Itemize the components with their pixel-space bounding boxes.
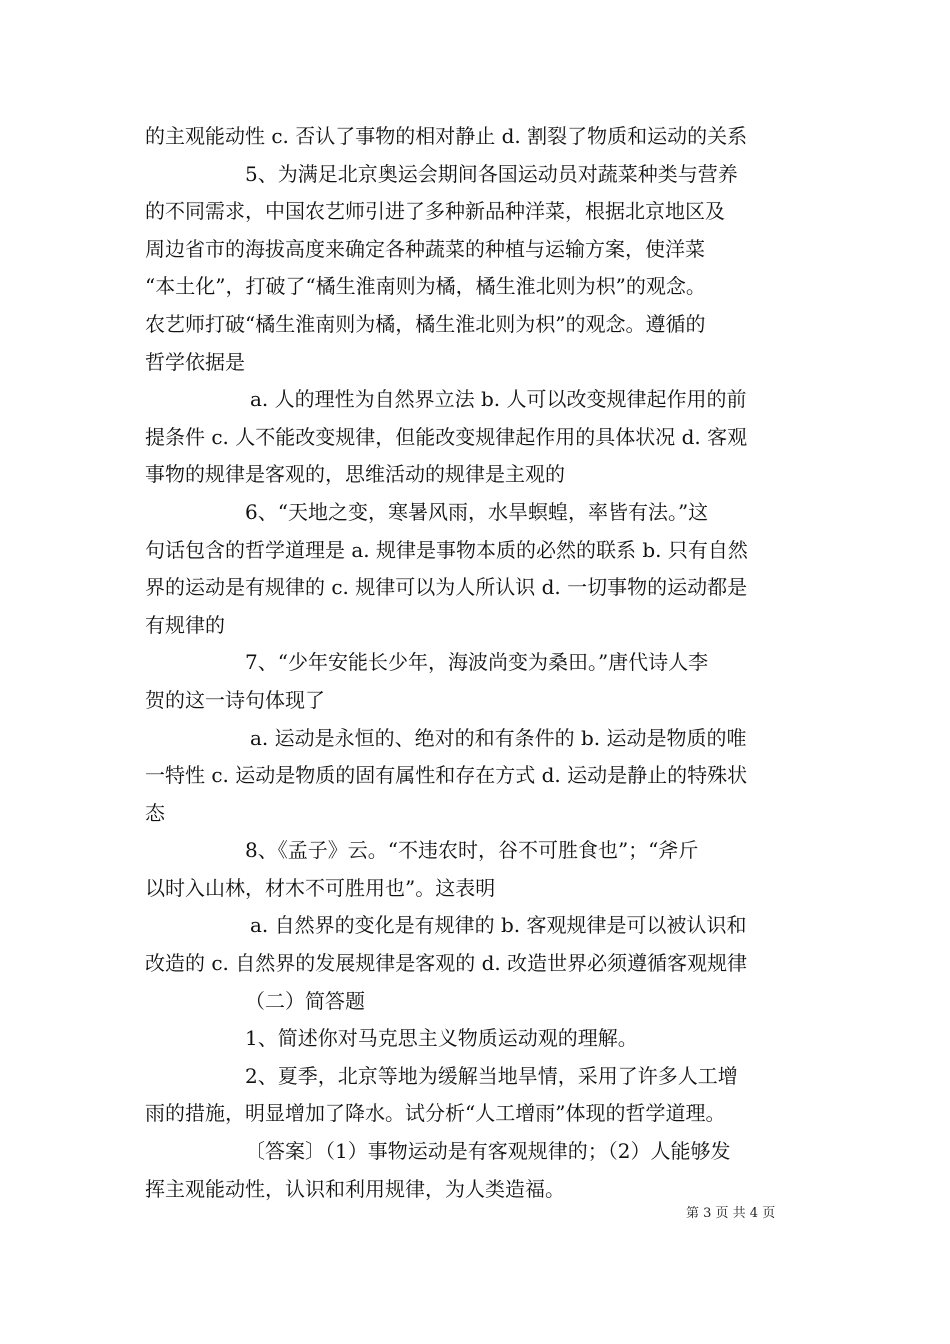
short-answer-1-line: 1、简述你对马克思主义物质运动观的理解。 bbox=[245, 1026, 638, 1051]
short-answer-2-line: 2、夏季，北京等地为缓解当地旱情，采用了许多人工增 bbox=[245, 1063, 738, 1088]
text-line: “本土化”，打破了“橘生淮南则为橘，橘生淮北则为枳”的观念。 bbox=[145, 274, 706, 299]
page-number-footer: 第 3 页 共 4 页 bbox=[686, 1206, 776, 1221]
text-line: 挥主观能动性，认识和利用规律，为人类造福。 bbox=[145, 1176, 565, 1201]
text-line: 界的运动是有规律的 c. 规律可以为人所认识 d. 一切事物的运动都是 bbox=[145, 575, 748, 600]
text-line: 改造的 c. 自然界的发展规律是客观的 d. 改造世界必须遵循客观规律 bbox=[145, 951, 748, 976]
text-line: 哲学依据是 bbox=[145, 349, 245, 374]
text-line: 贺的这一诗句体现了 bbox=[145, 687, 325, 712]
text-line: 农艺师打破“橘生淮南则为橘，橘生淮北则为枳”的观念。遵循的 bbox=[145, 311, 706, 336]
text-line: 的不同需求，中国农艺师引进了多种新品种洋菜，根据北京地区及 bbox=[145, 199, 725, 224]
text-line: 以时入山林，材木不可胜用也”。这表明 bbox=[145, 875, 496, 900]
text-line: 事物的规律是客观的，思维活动的规律是主观的 bbox=[145, 462, 565, 487]
options-5-line: a. 人的理性为自然界立法 b. 人可以改变规律起作用的前 bbox=[250, 387, 747, 412]
text-line: 句话包含的哲学道理是 a. 规律是事物本质的必然的联系 b. 只有自然 bbox=[145, 537, 748, 562]
question-7-line: 7、“少年安能长少年，海波尚变为桑田。”唐代诗人李 bbox=[245, 650, 709, 675]
text-line: 周边省市的海拔高度来确定各种蔬菜的种植与运输方案，使洋菜 bbox=[145, 236, 705, 261]
text-line: 的主观能动性 c. 否认了事物的相对静止 d. 割裂了物质和运动的关系 bbox=[145, 124, 748, 148]
options-7-line: a. 运动是永恒的、绝对的和有条件的 b. 运动是物质的唯 bbox=[250, 725, 747, 750]
text-line: 雨的措施，明显增加了降水。试分析“人工增雨”体现的哲学道理。 bbox=[145, 1101, 726, 1126]
section-heading: （二）简答题 bbox=[245, 988, 365, 1013]
text-line: 提条件 c. 人不能改变规律，但能改变规律起作用的具体状况 d. 客观 bbox=[145, 424, 748, 449]
options-8-line: a. 自然界的变化是有规律的 b. 客观规律是可以被认识和 bbox=[250, 913, 747, 938]
answer-line: 〔答案〕（1）事物运动是有客观规律的；（2）人能够发 bbox=[245, 1139, 731, 1164]
question-8-line: 8、《孟子》云。“不违农时，谷不可胜食也”；“斧斤 bbox=[245, 838, 699, 863]
question-5-line: 5、为满足北京奥运会期间各国运动员对蔬菜种类与营养 bbox=[245, 161, 738, 186]
question-6-line: 6、“天地之变，寒暑风雨，水旱螟蝗，率皆有法。”这 bbox=[245, 499, 709, 524]
text-line: 一特性 c. 运动是物质的固有属性和存在方式 d. 运动是静止的特殊状 bbox=[145, 763, 748, 788]
document-body bbox=[145, 118, 810, 1208]
text-line: 态 bbox=[145, 800, 165, 825]
text-line: 有规律的 bbox=[145, 612, 225, 637]
